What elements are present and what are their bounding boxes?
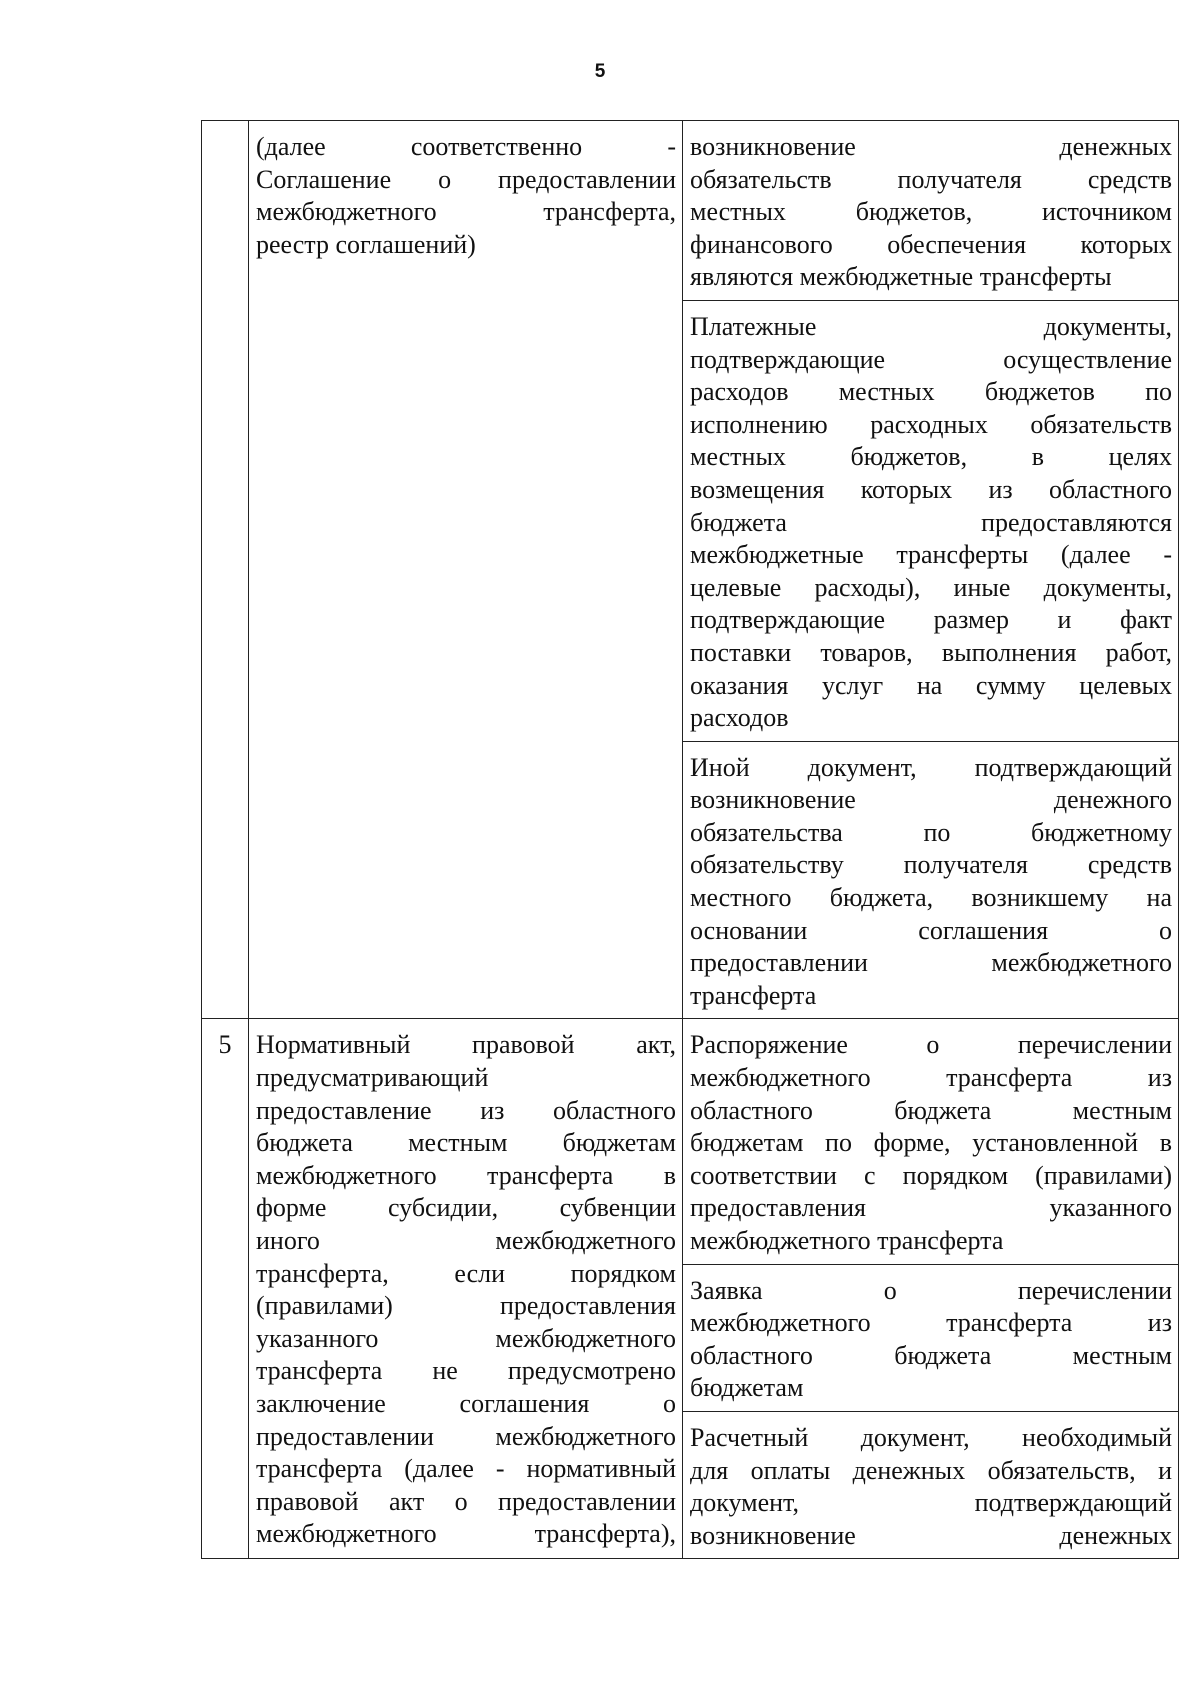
document-cell bbox=[683, 300, 1179, 741]
text-line: для оплаты денежных обязательств, и bbox=[690, 1455, 1172, 1485]
legal-basis-cell bbox=[249, 121, 683, 1019]
text-line: областного бюджета местным bbox=[690, 1095, 1172, 1125]
text-line: бюджета предоставляются bbox=[690, 507, 1172, 537]
row-number-cell bbox=[202, 121, 249, 1019]
text-line: заключение соглашения о bbox=[256, 1388, 676, 1418]
text-line: указанного межбюджетного bbox=[256, 1323, 676, 1353]
text-line: обязательств получателя средств bbox=[690, 164, 1172, 194]
text-line: межбюджетного трансферта из bbox=[690, 1308, 1172, 1338]
text-line: реестр соглашений) bbox=[256, 229, 476, 259]
text-line: предоставлении межбюджетного bbox=[256, 1421, 676, 1451]
text-line: местных бюджетов, источником bbox=[690, 197, 1172, 227]
text-line: межбюджетного трансферта), bbox=[256, 1519, 676, 1549]
text-line: Нормативный правовой акт, bbox=[256, 1030, 676, 1060]
text-line: межбюджетного трансферта в bbox=[256, 1160, 676, 1190]
page-number: 5 bbox=[594, 61, 606, 82]
text-line: являются межбюджетные трансферты bbox=[690, 262, 1112, 292]
text-line: Заявка о перечислении bbox=[690, 1275, 1172, 1305]
text-line: бюджета местным бюджетам bbox=[256, 1128, 676, 1158]
text-line: возникновение денежных bbox=[690, 132, 1172, 161]
document-cell bbox=[683, 121, 1179, 301]
legal-basis-cell bbox=[249, 1019, 683, 1559]
text-line: местного бюджета, возникшему на bbox=[690, 883, 1172, 913]
text-line: обязательству получателя средств bbox=[690, 850, 1172, 880]
text-line: основании соглашения о bbox=[690, 915, 1172, 945]
text-line: Платежные документы, bbox=[690, 311, 1172, 341]
text-line: документ, подтверждающий bbox=[690, 1488, 1172, 1518]
text-line: местных бюджетов, в целях bbox=[690, 442, 1172, 472]
document-cell bbox=[683, 1411, 1179, 1558]
text-line: Распоряжение о перечислении bbox=[690, 1030, 1172, 1060]
table-row-5 bbox=[202, 1019, 1179, 1264]
text-line: оказания услуг на сумму целевых bbox=[690, 670, 1172, 700]
text-line: возникновение денежного bbox=[690, 785, 1172, 815]
text-line: иного межбюджетного bbox=[256, 1226, 676, 1255]
text-line: (правилами) предоставления bbox=[256, 1291, 676, 1321]
text-line: межбюджетного трансферта, bbox=[256, 197, 676, 227]
text-line: предоставлении межбюджетного bbox=[690, 948, 1172, 978]
text-line: подтверждающие размер и факт bbox=[690, 605, 1172, 635]
text-line: межбюджетного трансферта bbox=[690, 1226, 1004, 1255]
text-line: предоставления указанного bbox=[690, 1193, 1172, 1223]
text-line: целевые расходы), иные документы, bbox=[690, 572, 1172, 602]
text-line: Расчетный документ, необходимый bbox=[690, 1422, 1172, 1452]
table-row-continued bbox=[202, 121, 1179, 301]
text-line: правовой акт о предоставлении bbox=[256, 1486, 676, 1516]
row-number: 5 bbox=[218, 1030, 232, 1060]
text-line: исполнению расходных обязательств bbox=[690, 409, 1172, 439]
text-line: расходов bbox=[690, 703, 789, 733]
text-line: трансферта не предусмотрено bbox=[256, 1356, 676, 1386]
text-line: трансферта, если порядком bbox=[256, 1258, 676, 1288]
row-number-cell bbox=[202, 1019, 249, 1559]
text-line: трансферта (далее - нормативный bbox=[256, 1454, 676, 1484]
text-line: межбюджетного трансферта из bbox=[690, 1063, 1172, 1093]
text-line: Соглашение о предоставлении bbox=[256, 164, 676, 194]
text-line: возмещения которых из областного bbox=[690, 474, 1172, 504]
text-line: обязательства по бюджетному bbox=[690, 817, 1172, 847]
text-line: финансового обеспечения которых bbox=[690, 229, 1172, 259]
text-line: поставки товаров, выполнения работ, bbox=[690, 637, 1172, 667]
text-line: подтверждающие осуществление bbox=[690, 344, 1172, 374]
document-cell bbox=[683, 1264, 1179, 1411]
document-table bbox=[201, 120, 1179, 1559]
text-line: предоставление из областного bbox=[256, 1095, 676, 1125]
text-line: трансферта bbox=[690, 980, 817, 1010]
document-cell bbox=[683, 741, 1179, 1019]
document-cell bbox=[683, 1019, 1179, 1264]
text-line: (далее соответственно - bbox=[256, 132, 676, 161]
text-line: бюджетам bbox=[690, 1373, 804, 1403]
text-line: соответствии с порядком (правилами) bbox=[690, 1160, 1172, 1190]
text-line: областного бюджета местным bbox=[690, 1340, 1172, 1370]
text-line: Иной документ, подтверждающий bbox=[690, 752, 1172, 782]
text-line: возникновение денежных bbox=[690, 1520, 1172, 1550]
text-line: предусматривающий bbox=[256, 1063, 489, 1093]
text-line: межбюджетные трансферты (далее - bbox=[690, 540, 1172, 570]
text-line: бюджетам по форме, установленной в bbox=[690, 1128, 1172, 1158]
text-line: форме субсидии, субвенции bbox=[256, 1193, 676, 1223]
text-line: расходов местных бюджетов по bbox=[690, 377, 1172, 407]
